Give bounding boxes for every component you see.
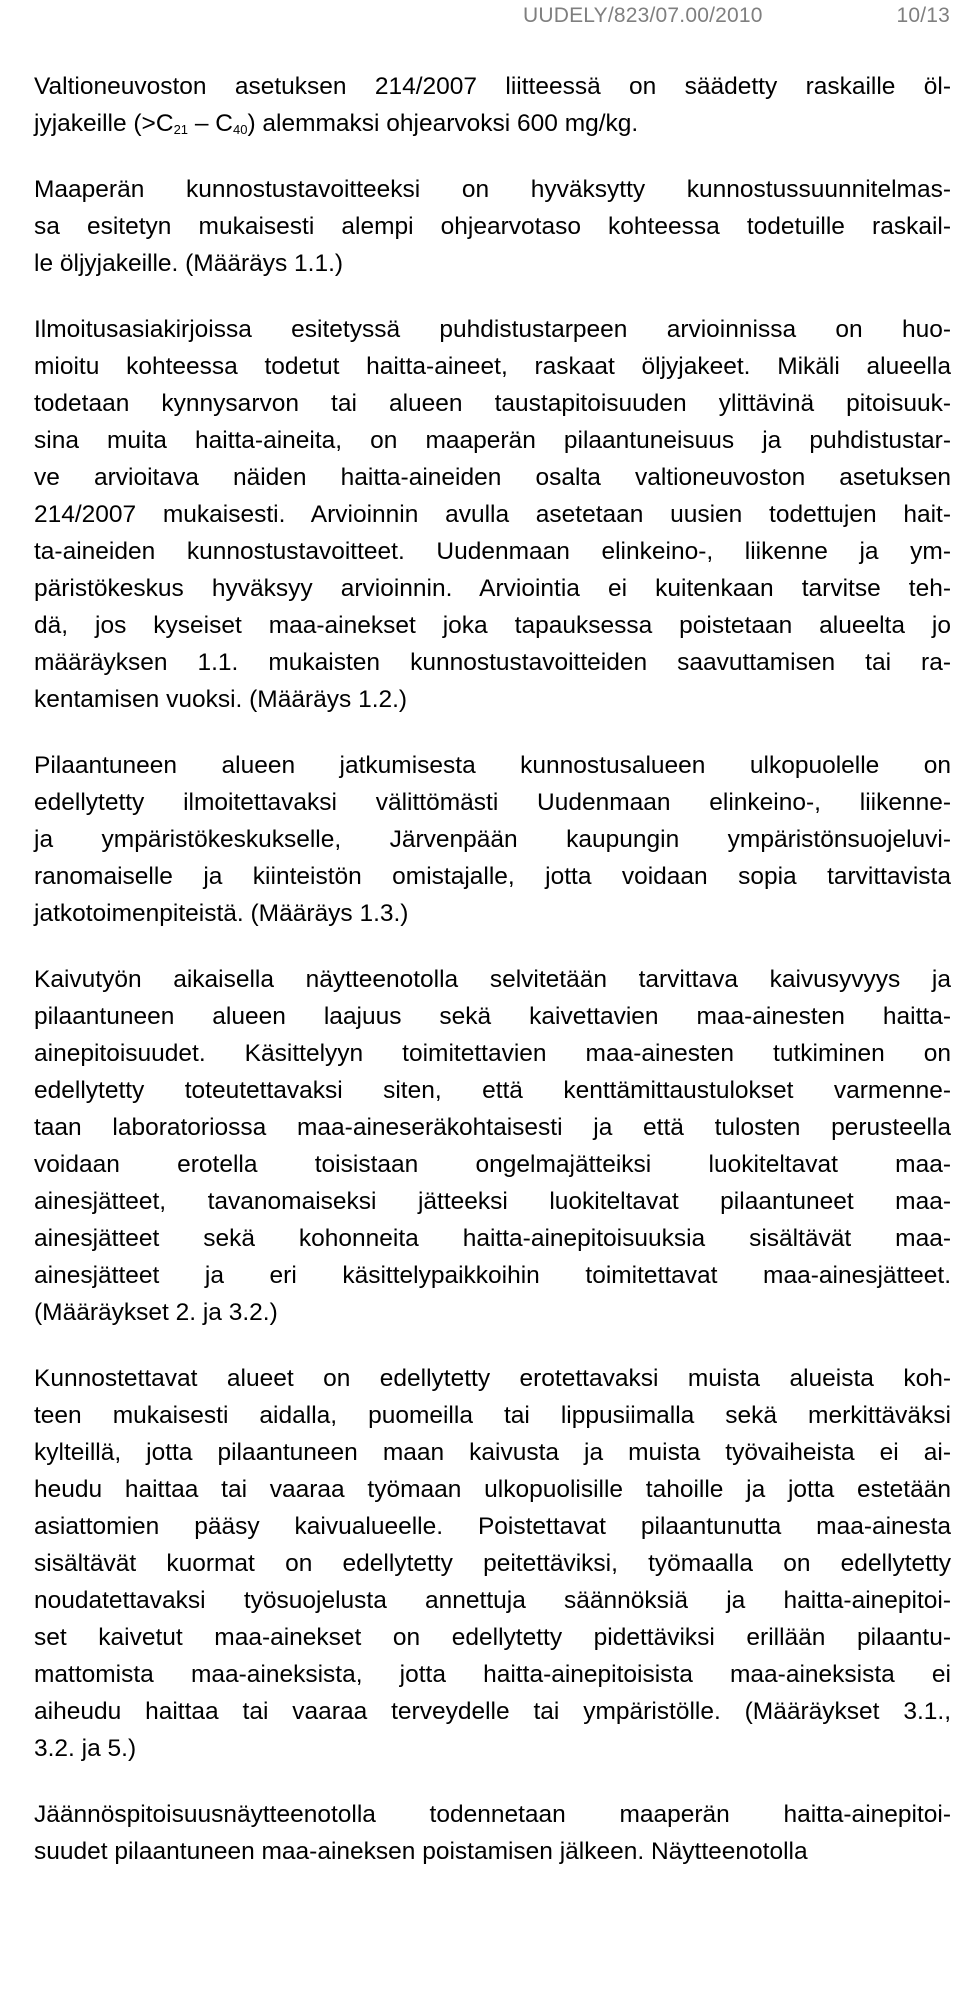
paragraph-1 — [34, 68, 951, 142]
text-line: Ilmoitusasiakirjoissa esitetyssä puhdistustarpeen arvioinnissa on huo- — [34, 316, 951, 343]
document-id: UUDELY/823/07.00/2010 — [523, 4, 763, 27]
text-line: aiheudu haittaa tai vaaraa terveydelle tai ympäristölle. (Määräykset 3.1., — [34, 1698, 951, 1725]
text-line: taan laboratoriossa maa-aineseräkohtaisesti ja että tulosten perusteella — [34, 1114, 951, 1141]
text-line: (Määräykset 2. ja 3.2.) — [34, 1299, 278, 1326]
text-line: edellytetty ilmoitettavaksi välittömästi Uudenmaan elinkeino-, liikenne- — [34, 789, 951, 816]
document-body — [34, 68, 951, 1899]
subscript: 40 — [232, 122, 248, 137]
text-line: päristökeskus hyväksyy arvioinnin. Arviointia ei kuitenkaan tarvitse teh- — [34, 575, 951, 602]
text-line: sa esitetyn mukaisesti alempi ohjearvotaso kohteessa todetuille raskail- — [34, 213, 951, 240]
text-line: teen mukaisesti aidalla, puomeilla tai lippusiimalla sekä merkittäväksi — [34, 1402, 951, 1429]
subscript: 21 — [173, 122, 189, 137]
text-line: set kaivetut maa-ainekset on edellytetty pidettäviksi erillään pilaantu- — [34, 1624, 951, 1651]
text-line: Valtioneuvoston asetuksen 214/2007 liitteessä on säädetty raskaille öl- — [34, 73, 951, 100]
text-line: 3.2. ja 5.) — [34, 1735, 137, 1762]
text-line: ve arvioitava näiden haitta-aineiden osalta valtioneuvoston asetuksen — [34, 464, 951, 491]
text-line: Maaperän kunnostustavoitteeksi on hyväksytty kunnostussuunnitelmas- — [34, 176, 951, 203]
paragraph-4 — [34, 747, 951, 932]
text-line: noudatettavaksi työsuojelusta annettuja säännöksiä ja haitta-ainepitoi- — [34, 1587, 951, 1614]
paragraph-5 — [34, 961, 951, 1331]
text-line: heudu haittaa tai vaaraa työmaan ulkopuolisille tahoille ja jotta estetään — [34, 1476, 951, 1503]
text-line: mioitu kohteessa todetut haitta-aineet, raskaat öljyjakeet. Mikäli alueella — [34, 353, 951, 380]
text-line: edellytetty toteutettavaksi siten, että kenttämittaustulokset varmenne- — [34, 1077, 951, 1104]
text-line: Pilaantuneen alueen jatkumisesta kunnostusalueen ulkopuolelle on — [34, 752, 951, 779]
paragraph-7 — [34, 1796, 951, 1870]
text-line: ja ympäristökeskukselle, Järvenpään kaupungin ympäristönsuojeluvi- — [34, 826, 951, 853]
text-line: Kaivutyön aikaisella näytteenotolla selvitetään tarvittava kaivusyvyys ja — [34, 966, 951, 993]
text-line: sisältävät kuormat on edellytetty peitettäviksi, työmaalla on edellytetty — [34, 1550, 951, 1577]
text-line: kentamisen vuoksi. (Määräys 1.2.) — [34, 686, 408, 713]
text-line: kylteillä, jotta pilaantuneen maan kaivusta ja muista työvaiheista ei ai- — [34, 1439, 951, 1466]
text-line: Kunnostettavat alueet on edellytetty erotettavaksi muista alueista koh- — [34, 1365, 951, 1392]
text-line: ainesjätteet sekä kohonneita haitta-ainepitoisuuksia sisältävät maa- — [34, 1225, 951, 1252]
text-line: Jäännöspitoisuusnäytteenotolla todennetaan maaperän haitta-ainepitoi- — [34, 1801, 951, 1828]
text-line: ainesjätteet ja eri käsittelypaikkoihin toimitettavat maa-ainesjätteet. — [34, 1262, 951, 1289]
paragraph-6 — [34, 1360, 951, 1767]
text-line: määräyksen 1.1. mukaisten kunnostustavoitteiden saavuttamisen tai ra- — [34, 649, 951, 676]
text-line: todetaan kynnysarvon tai alueen taustapitoisuuden ylittävinä pitoisuuk- — [34, 390, 951, 417]
page-number: 10/13 — [896, 4, 950, 27]
text-line: voidaan erotella toisistaan ongelmajätteiksi luokiteltavat maa- — [34, 1151, 951, 1178]
text-line: mattomista maa-aineksista, jotta haitta-ainepitoisista maa-aineksista ei — [34, 1661, 951, 1688]
text-line: jatkotoimenpiteistä. (Määräys 1.3.) — [34, 900, 409, 927]
paragraph-3 — [34, 311, 951, 718]
text-line: sina muita haitta-aineita, on maaperän pilaantuneisuus ja puhdistustar- — [34, 427, 951, 454]
text-line: dä, jos kyseiset maa-ainekset joka tapauksessa poistetaan alueelta jo — [34, 612, 951, 639]
page-header — [523, 4, 950, 28]
text-line: ainesjätteet, tavanomaiseksi jätteeksi luokiteltavat pilaantuneet maa- — [34, 1188, 951, 1215]
text-line: jyjakeille $(>C_{21} - C_{40})$ alemmaksi ohjearvoksi 600 mg/kg. — [34, 110, 639, 137]
text-line: asiattomien pääsy kaivualueelle. Poistettavat pilaantunutta maa-ainesta — [34, 1513, 951, 1540]
text-line: ta-aineiden kunnostustavoitteet. Uudenmaan elinkeino-, liikenne ja ym- — [34, 538, 951, 565]
text-line: ainepitoisuudet. Käsittelyyn toimitettavien maa-ainesten tutkiminen on — [34, 1040, 951, 1067]
text-line: pilaantuneen alueen laajuus sekä kaivettavien maa-ainesten haitta- — [34, 1003, 951, 1030]
text-line: suudet pilaantuneen maa-aineksen poistamisen jälkeen. Näytteenotolla — [34, 1838, 808, 1865]
text-line: 214/2007 mukaisesti. Arvioinnin avulla asetetaan uusien todettujen hait- — [34, 501, 951, 528]
text-line: le öljyjakeille. (Määräys 1.1.) — [34, 250, 344, 277]
text-line: ranomaiselle ja kiinteistön omistajalle, jotta voidaan sopia tarvittavista — [34, 863, 951, 890]
paragraph-2 — [34, 171, 951, 282]
